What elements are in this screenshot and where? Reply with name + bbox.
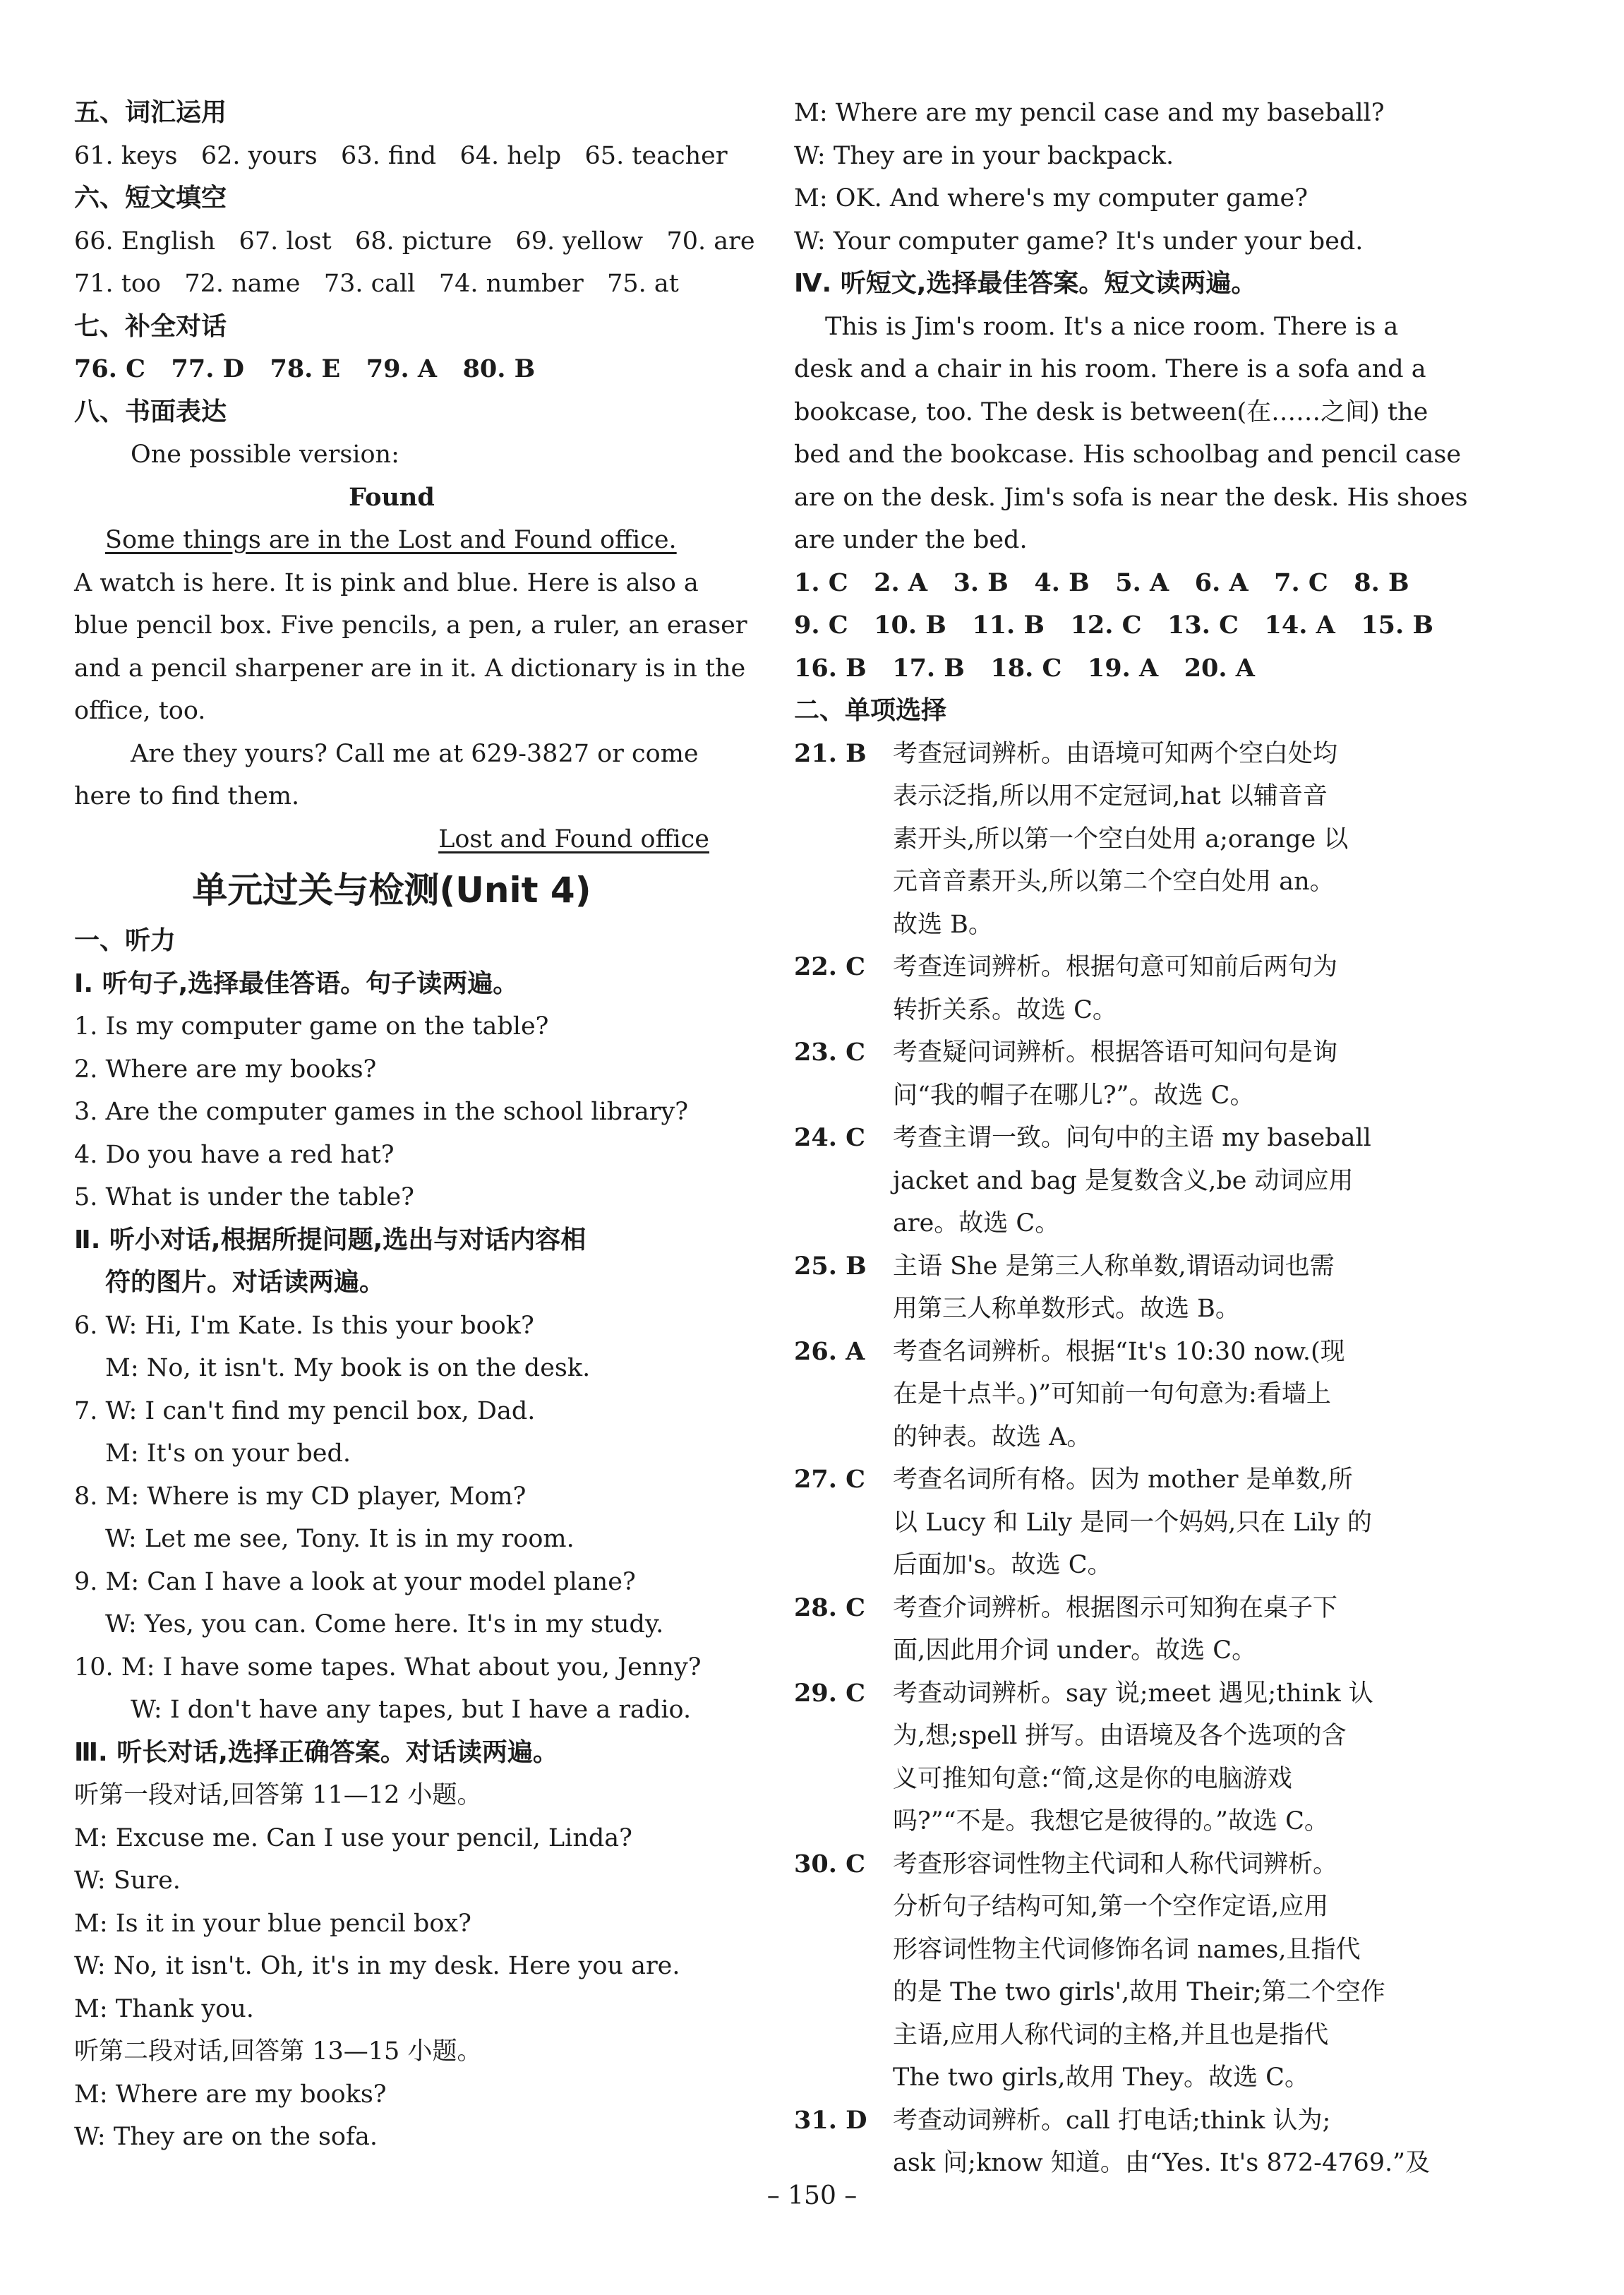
explanation-text: 考查连词辨析。根据句意可知前后两句为	[893, 953, 1338, 981]
explanation-line	[794, 1458, 1429, 1502]
explanation-item	[794, 1117, 1429, 1245]
explanation-item	[794, 1031, 1429, 1117]
question-number	[794, 775, 893, 818]
question-number	[794, 1416, 893, 1459]
explanation-item	[794, 1245, 1429, 1331]
explanation-item	[794, 1458, 1429, 1587]
part-2-line: 10. M: I have some tapes. What about you, Jenny?	[74, 1653, 702, 1682]
explanation-line	[794, 2056, 1429, 2099]
answer-row: 1. C 2. A 3. B 4. B 5. A 6. A 7. C 8. B	[794, 568, 1409, 597]
explanation-line	[794, 1544, 1429, 1587]
explanation-text: 义可推知句意:“简,这是你的电脑游戏	[893, 1764, 1292, 1793]
explanation-line	[794, 1416, 1429, 1459]
essay-line: office, too.	[74, 697, 206, 725]
explanation-item	[794, 1587, 1429, 1672]
explanation-text: 为,想;spell 拼写。由语境及各个选项的含	[893, 1722, 1347, 1750]
question-number: 28. C	[794, 1593, 865, 1622]
explanation-line	[794, 1202, 1429, 1245]
explanation-line	[794, 1288, 1429, 1331]
dialogue-line: W: Your computer game? It's under your bed.	[794, 227, 1364, 256]
explanation-item	[794, 1331, 1429, 1459]
dialogue-line: W: No, it isn't. Oh, it's in my desk. Here you are.	[74, 1952, 680, 1980]
question-number	[794, 2014, 893, 2057]
section-6-title: 六、短文填空	[74, 184, 227, 212]
essay-line: and a pencil sharpener are in it. A dictionary is in the	[74, 654, 746, 683]
explanation-text: jacket and bag 是复数含义,be 动词应用	[893, 1166, 1354, 1195]
dialogue-line: M: OK. And where's my computer game?	[794, 184, 1309, 212]
explanation-line	[794, 1502, 1429, 1545]
part-3-title: Ⅲ. 听长对话,选择正确答案。对话读两遍。	[74, 1737, 558, 1767]
explanation-text: The two girls,故用 They。故选 C。	[893, 2063, 1309, 2092]
passage-line: This is Jim's room. It's a nice room. There is a	[825, 312, 1399, 341]
part-2-title-cont: 符的图片。对话读两遍。	[105, 1268, 385, 1297]
explanation-text: 后面加's。故选 C。	[893, 1551, 1112, 1579]
explanation-text: 考查形容词性物主代词和人称代词辨析。	[893, 1850, 1338, 1878]
explanation-text: 形容词性物主代词修饰名词 names,且指代	[893, 1935, 1361, 1964]
part-3-sub-1: 听第一段对话,回答第 11—12 小题。	[74, 1781, 482, 1809]
part-2-line: 6. W: Hi, I'm Kate. Is this your book?	[74, 1311, 534, 1340]
explanation-line	[794, 946, 1429, 989]
explanation-line	[794, 1160, 1429, 1203]
essay-line: blue pencil box. Five pencils, a pen, a ruler, an eraser	[74, 611, 747, 640]
dialogue-line: M: Where are my pencil case and my baseball?	[794, 99, 1385, 127]
explanation-item	[794, 1843, 1429, 2099]
question-number	[794, 1758, 893, 1801]
explanation-line	[794, 818, 1429, 861]
explanation-line	[794, 1886, 1429, 1929]
part-1-line: 4. Do you have a red hat?	[74, 1140, 395, 1169]
explanation-line	[794, 1715, 1429, 1758]
question-number	[794, 2142, 893, 2185]
question-number	[794, 1074, 893, 1117]
explanation-line	[794, 1843, 1429, 1886]
explanation-line	[794, 989, 1429, 1032]
explanation-text: 考查疑问词辨析。根据答语可知问句是询	[893, 1038, 1338, 1067]
explanation-line	[794, 1929, 1429, 1972]
explanation-line	[794, 1074, 1429, 1117]
explanation-text: 考查主谓一致。问句中的主语 my baseball	[893, 1124, 1371, 1152]
explanation-line	[794, 733, 1429, 776]
section-7-title: 七、补全对话	[74, 311, 227, 341]
question-number: 30. C	[794, 1849, 865, 1878]
part-2-line: 9. M: Can I have a look at your model plane?	[74, 1567, 636, 1596]
explanation-item	[794, 1672, 1429, 1843]
question-number	[794, 1288, 893, 1331]
passage-line: desk and a chair in his room. There is a sofa and a	[794, 355, 1426, 383]
question-number	[794, 1715, 893, 1758]
part-1-title: Ⅰ. 听句子,选择最佳答语。句子读两遍。	[74, 969, 519, 998]
question-number	[794, 1502, 893, 1545]
section-6-answers-2: 71. too 72. name 73. call 74. number 75. at	[74, 270, 679, 298]
page-number: – 150 –	[766, 2181, 858, 2210]
dialogue-line: M: Excuse me. Can I use your pencil, Linda?	[74, 1823, 632, 1852]
essay-signature	[74, 818, 709, 861]
essay-line	[74, 519, 709, 562]
essay-line: A watch is here. It is pink and blue. Here is also a	[74, 568, 699, 597]
question-number: 25. B	[794, 1251, 867, 1281]
explanation-line	[794, 2142, 1429, 2185]
passage-line: bed and the bookcase. His schoolbag and pencil case	[794, 441, 1462, 469]
section-5-answers: 61. keys 62. yours 63. find 64. help 65. teacher	[74, 141, 728, 170]
answer-row: 16. B 17. B 18. C 19. A 20. A	[794, 653, 1255, 683]
explanation-line	[794, 904, 1429, 947]
explanation-line	[794, 775, 1429, 818]
explanation-text: 吗?”“不是。我想它是彼得的。”故选 C。	[893, 1807, 1329, 1835]
explanation-text: 以 Lucy 和 Lily 是同一个妈妈,只在 Lily 的	[893, 1508, 1372, 1537]
explanation-item	[794, 946, 1429, 1031]
explanation-text: 在是十点半。)”可知前一句句意为:看墙上	[893, 1380, 1331, 1408]
unit-title: 单元过关与检测(Unit 4)	[192, 870, 591, 911]
explanation-line	[794, 1587, 1429, 1630]
question-number: 26. A	[794, 1336, 865, 1366]
question-number	[794, 1373, 893, 1416]
essay-line: here to find them.	[74, 782, 300, 810]
question-number	[794, 1929, 893, 1972]
signature-text: Lost and Found office	[438, 825, 709, 853]
explanation-text: 表示泛指,所以用不定冠词,hat 以辅音音	[893, 782, 1328, 810]
question-number	[794, 1544, 893, 1587]
explanation-text: 主语 She 是第三人称单数,谓语动词也需	[893, 1252, 1335, 1281]
part-2-line: M: No, it isn't. My book is on the desk.	[105, 1354, 591, 1382]
essay-line: Are they yours? Call me at 629-3827 or come	[131, 739, 699, 768]
dialogue-line: M: Where are my books?	[74, 2080, 387, 2109]
part-1-line: 1. Is my computer game on the table?	[74, 1012, 549, 1041]
explanation-text: ask 问;know 知道。由“Yes. It's 872-4769.”及	[893, 2149, 1431, 2177]
question-number: 29. C	[794, 1678, 865, 1708]
explanation-text: 考查动词辨析。say 说;meet 遇见;think 认	[893, 1679, 1373, 1708]
section-6-answers-1: 66. English 67. lost 68. picture 69. yellow 70. are	[74, 227, 755, 256]
explanation-item	[794, 733, 1429, 947]
dialogue-line: W: They are in your backpack.	[794, 141, 1174, 170]
explanation-line	[794, 1800, 1429, 1843]
passage-line: are on the desk. Jim's sofa is near the desk. His shoes	[794, 483, 1468, 512]
explanation-text: 问“我的帽子在哪儿?”。故选 C。	[893, 1081, 1255, 1110]
question-number	[794, 989, 893, 1032]
question-number	[794, 861, 893, 904]
explanation-text: 考查名词辨析。根据“It's 10:30 now.(现	[893, 1337, 1345, 1366]
part-2-title: Ⅱ. 听小对话,根据所提问题,选出与对话内容相	[74, 1225, 587, 1254]
explanation-line	[794, 1758, 1429, 1801]
passage-line: are under the bed.	[794, 526, 1028, 554]
explanation-text: 的钟表。故选 A。	[893, 1422, 1092, 1451]
explanation-text: 用第三人称单数形式。故选 B。	[893, 1295, 1240, 1323]
part-4-title: Ⅳ. 听短文,选择最佳答案。短文读两遍。	[794, 269, 1257, 298]
part-2-line: W: I don't have any tapes, but I have a radio.	[131, 1696, 692, 1724]
explanation-text: 素开头,所以第一个空白处用 a;orange 以	[893, 825, 1349, 853]
question-number	[794, 1886, 893, 1929]
explanation-line	[794, 1672, 1429, 1715]
dialogue-line: M: Thank you.	[74, 1994, 254, 2023]
part-2-line: W: Let me see, Tony. It is in my room.	[105, 1525, 575, 1553]
part-2-line: 8. M: Where is my CD player, Mom?	[74, 1482, 527, 1511]
question-number: 24. C	[794, 1123, 865, 1152]
version-label: One possible version:	[131, 441, 399, 469]
explanation-text: 故选 B。	[893, 910, 993, 939]
explanation-text: 考查动词辨析。call 打电话;think 认为;	[893, 2106, 1331, 2135]
left-column	[74, 92, 755, 2159]
question-number: 22. C	[794, 952, 865, 981]
part-1-line: 2. Where are my books?	[74, 1055, 377, 1084]
question-number	[794, 904, 893, 947]
section-5-title: 五、词汇运用	[74, 98, 227, 127]
explanation-line	[794, 1331, 1429, 1374]
essay-first-line: Some things are in the Lost and Found office.	[105, 526, 677, 554]
section-7-answers: 76. C 77. D 78. E 79. A 80. B	[74, 354, 536, 383]
explanation-list	[794, 733, 1429, 2185]
explanation-text: 元音音素开头,所以第二个空白处用 an。	[893, 868, 1335, 896]
explanation-item	[794, 2099, 1429, 2185]
section-2-title: 二、单项选择	[794, 696, 947, 725]
question-number: 21. B	[794, 738, 867, 768]
listening-title: 一、听力	[74, 926, 176, 955]
question-number	[794, 1629, 893, 1672]
explanation-line	[794, 1117, 1429, 1160]
explanation-line	[794, 2099, 1429, 2143]
explanation-text: 面,因此用介词 under。故选 C。	[893, 1636, 1257, 1665]
part-1-line: 3. Are the computer games in the school library?	[74, 1098, 689, 1126]
explanation-line	[794, 861, 1429, 904]
explanation-text: 分析句子结构可知,第一个空作定语,应用	[893, 1893, 1329, 1921]
passage-line: bookcase, too. The desk is between(在……之间) the	[794, 397, 1428, 426]
question-number	[794, 1202, 893, 1245]
dialogue-line: W: Sure.	[74, 1866, 181, 1895]
question-number: 23. C	[794, 1038, 865, 1067]
explanation-text: 考查名词所有格。因为 mother 是单数,所	[893, 1466, 1353, 1494]
explanation-text: 考查冠词辨析。由语境可知两个空白处均	[893, 739, 1338, 768]
dialogue-line: W: They are on the sofa.	[74, 2123, 378, 2151]
question-number	[794, 2056, 893, 2099]
part-2-line: 7. W: I can't find my pencil box, Dad.	[74, 1396, 536, 1425]
section-8-title: 八、书面表达	[74, 397, 227, 426]
essay-title: Found	[349, 482, 435, 512]
question-number	[794, 818, 893, 861]
explanation-line	[794, 1629, 1429, 1672]
explanation-text: 转折关系。故选 C。	[893, 995, 1117, 1024]
question-number	[794, 1971, 893, 2014]
explanation-text: 的是 The two girls',故用 Their;第二个空作	[893, 1978, 1385, 2006]
explanation-text: are。故选 C。	[893, 1209, 1060, 1238]
question-number	[794, 1800, 893, 1843]
explanation-text: 主语,应用人称代词的主格,并且也是指代	[893, 2020, 1329, 2049]
answer-row: 9. C 10. B 11. B 12. C 13. C 14. A 15. B	[794, 611, 1433, 640]
explanation-line	[794, 1031, 1429, 1074]
question-number: 31. D	[794, 2105, 867, 2135]
part-2-line: M: It's on your bed.	[105, 1439, 351, 1468]
part-3-sub-2: 听第二段对话,回答第 13—15 小题。	[74, 2037, 482, 2066]
right-column	[794, 92, 1468, 2185]
question-number: 27. C	[794, 1465, 865, 1494]
dialogue-line: M: Is it in your blue pencil box?	[74, 1909, 471, 1938]
explanation-line	[794, 1971, 1429, 2014]
part-1-line: 5. What is under the table?	[74, 1183, 414, 1211]
part-2-line: W: Yes, you can. Come here. It's in my study.	[105, 1610, 664, 1638]
question-number	[794, 1160, 893, 1203]
explanation-line	[794, 1245, 1429, 1288]
explanation-line	[794, 2014, 1429, 2057]
explanation-line	[794, 1373, 1429, 1416]
explanation-text: 考查介词辨析。根据图示可知狗在桌子下	[893, 1593, 1338, 1622]
